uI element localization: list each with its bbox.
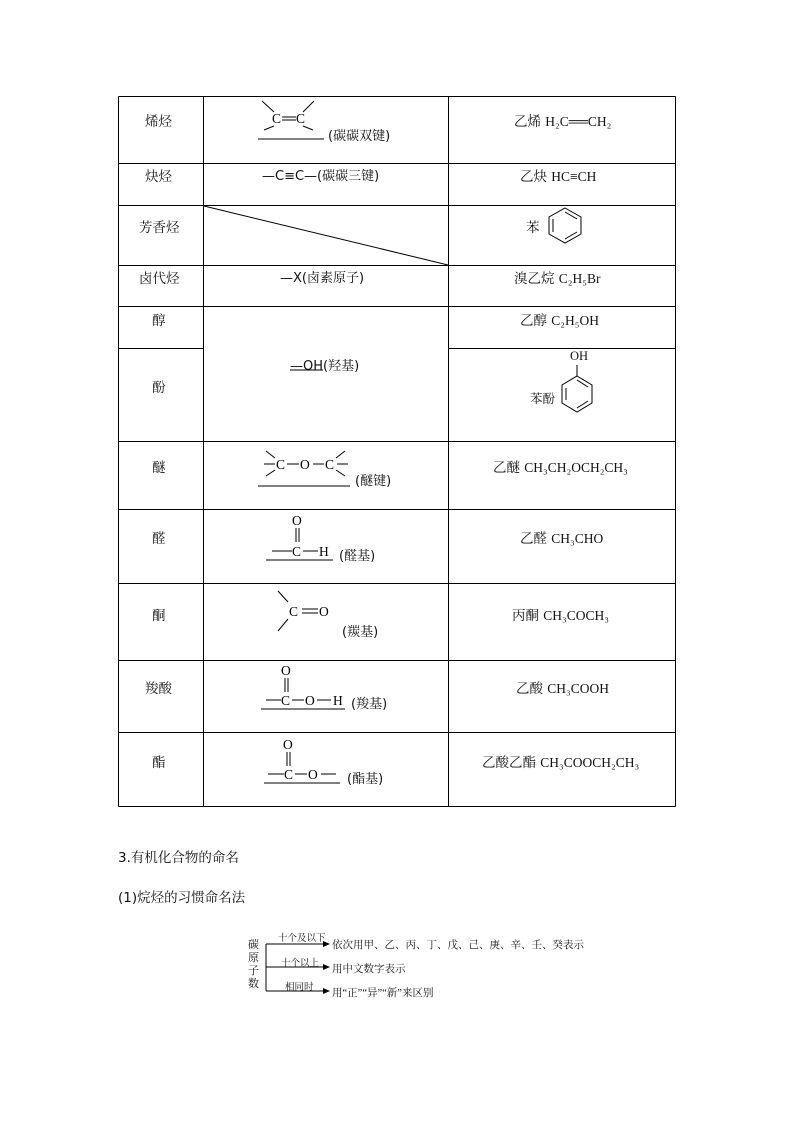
carbon-label-char-1: 碳	[248, 939, 259, 951]
naming-diagram-arrowheads	[323, 941, 330, 994]
ether-o: O	[300, 457, 310, 472]
class-ether: 醚	[152, 460, 166, 476]
example-phenol-name: 苯酚	[530, 391, 556, 406]
example-acid-name: 乙酸	[516, 681, 543, 697]
carbon-label-char-4: 数	[248, 978, 259, 990]
class-aldehyde: 醛	[152, 531, 166, 547]
example-alkene-formula: H₂C══CH₂	[545, 114, 612, 129]
group-alkyne-label: —C≡C—(碳碳三键)	[262, 169, 380, 184]
carbon-count-label	[248, 939, 262, 991]
ester-o-double: O	[283, 737, 293, 752]
ether-c1: C	[276, 457, 286, 472]
example-alkyne-name: 乙炔	[520, 169, 547, 185]
example-ether	[493, 456, 628, 476]
example-acid-formula: CH₃COOH	[547, 681, 610, 696]
example-phenol-oh: OH	[570, 349, 589, 363]
example-alcohol	[520, 309, 599, 329]
aldehyde-c: C	[292, 544, 302, 559]
alkene-structure	[258, 101, 324, 139]
section-subheading: (1)烷烃的习惯命名法	[118, 890, 246, 906]
example-haloalkane-formula: C₂H₅Br	[558, 271, 601, 286]
example-alkene-name: 乙烯	[514, 114, 541, 130]
class-ketone: 酮	[152, 608, 166, 624]
branch-3-condition: 相同时	[285, 983, 314, 993]
example-carboxylic-acid	[516, 677, 609, 697]
class-alcohol: 醇	[152, 313, 166, 329]
class-haloalkane: 卤代烃	[139, 271, 180, 287]
ester-c: C	[284, 767, 294, 782]
example-ester	[482, 751, 639, 771]
group-carboxyl-label: (羧基)	[351, 697, 388, 712]
example-ketone	[512, 604, 609, 624]
example-aldehyde-name: 乙醛	[520, 531, 547, 547]
ketone-c: C	[289, 604, 299, 619]
carboxyl-o: O	[305, 693, 315, 708]
example-haloalkane-name: 溴乙烷	[514, 271, 555, 287]
example-alkene	[514, 110, 611, 130]
branch-2-condition: 十个以上	[281, 959, 320, 969]
class-aromatic: 芳香烃	[139, 220, 180, 236]
phenol-ring-icon	[562, 365, 592, 412]
group-carbonyl-label: (羰基)	[342, 625, 379, 640]
table-borders	[119, 97, 676, 807]
group-ether-label: (醚键)	[355, 474, 392, 489]
example-aldehyde-formula: CH₃CHO	[551, 531, 604, 546]
ester-structure	[264, 752, 340, 783]
class-alkyne: 炔烃	[145, 169, 172, 185]
ether-c2: C	[325, 457, 335, 472]
alkene-c2: C	[296, 111, 306, 126]
example-alkyne	[520, 165, 596, 185]
aldehyde-h: H	[319, 544, 329, 559]
carboxyl-c: C	[281, 693, 291, 708]
ketone-o: O	[319, 604, 329, 619]
benzene-ring-icon	[549, 208, 581, 243]
example-alkyne-formula: HC≡CH	[551, 169, 597, 184]
class-phenol: 酚	[152, 380, 166, 396]
ester-o: O	[308, 767, 318, 782]
carboxyl-h: H	[333, 693, 343, 708]
example-ketone-formula: CH₃COCH₃	[543, 608, 609, 623]
example-ether-name: 乙醚	[493, 460, 520, 476]
group-aldehyde-label: (醛基)	[339, 549, 376, 564]
branch-3-result: 用“正”“异”“新”来区别	[332, 988, 434, 999]
example-benzene-name: 苯	[526, 220, 540, 236]
example-haloalkane	[514, 267, 600, 287]
group-halogen-label: —X(卤素原子)	[280, 271, 365, 286]
example-alcohol-formula: C₂H₅OH	[551, 313, 599, 328]
example-ether-formula: CH₃CH₂OCH₂CH₃	[524, 460, 628, 475]
alkene-c1: C	[272, 111, 282, 126]
example-aldehyde	[520, 527, 603, 547]
example-ester-name: 乙酸乙酯	[482, 755, 536, 771]
carboxyl-o-double: O	[281, 663, 291, 678]
branch-1-result: 依次用甲、乙、丙、丁、戊、己、庚、辛、壬、癸表示	[332, 940, 584, 951]
example-alcohol-name: 乙醇	[520, 313, 547, 329]
section-heading: 3.有机化合物的命名	[118, 850, 239, 866]
group-hydroxyl-label: —OH(羟基)	[290, 359, 360, 374]
aldehyde-o: O	[292, 513, 302, 528]
group-ester-label: (酯基)	[347, 772, 384, 787]
class-carboxylic-acid: 羧酸	[145, 681, 172, 697]
example-ester-formula: CH₃COOCH₂CH₃	[540, 755, 640, 770]
branch-1-condition: 十个及以下	[278, 934, 326, 944]
example-ketone-name: 丙酮	[512, 608, 539, 624]
group-alkene-label: (碳碳双键)	[328, 129, 391, 144]
carbon-label-char-3: 子	[248, 965, 259, 977]
carbon-label-char-2: 原	[248, 952, 259, 964]
branch-2-result: 用中文数字表示	[332, 964, 406, 975]
class-ester: 酯	[152, 755, 166, 771]
class-alkene: 烯烃	[145, 114, 172, 130]
